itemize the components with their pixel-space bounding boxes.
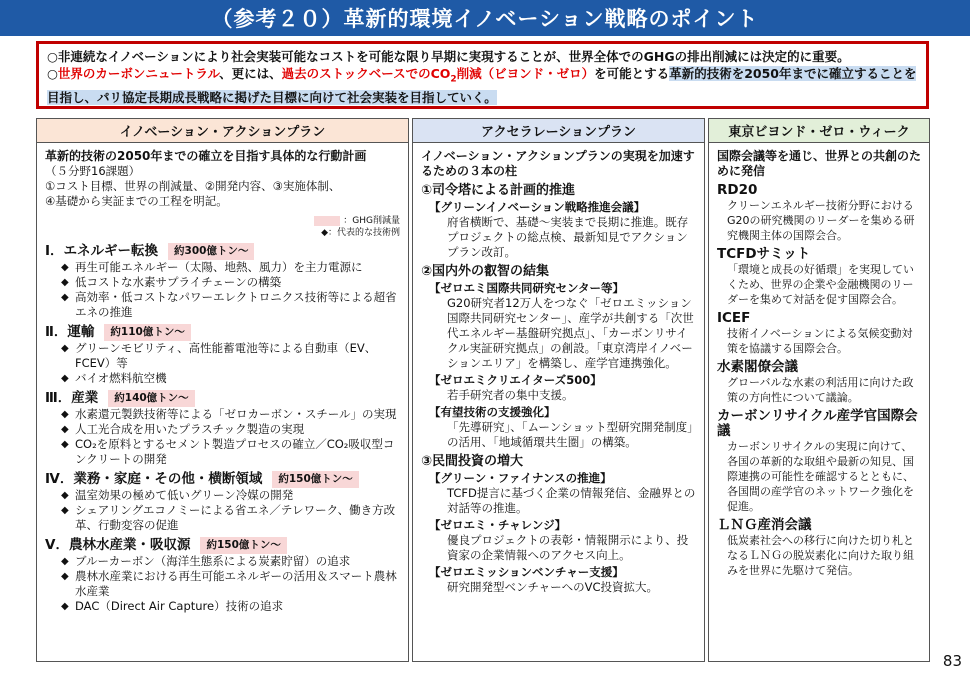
column-header: アクセラレーションプラン [413, 119, 704, 143]
diamond-icon: ◆ [61, 505, 69, 516]
column-lead-desc: ④基礎から実証までの工程を明記。 [45, 194, 228, 208]
tech-list [45, 407, 400, 467]
summary-line-2 [47, 65, 918, 106]
ghg-reduction-badge: 約300億トン～ [168, 243, 254, 260]
tech-item-text: 温室効果の極めて低いグリーン冷媒の開発 [75, 488, 294, 502]
initiative-title: 【グリーンイノベーション戦略推進会議】 [429, 200, 646, 214]
tokyo-beyond-zero-week-column [708, 118, 930, 662]
tech-item-text: 低コストな水素サプライチェーンの構築 [75, 275, 282, 289]
ghg-reduction-badge: 約150億トン～ [272, 471, 358, 488]
initiative-text: 若手研究者の集中支援。 [447, 388, 574, 402]
tech-item-text: 水素還元製鉄技術等による「ゼロカーボン・スチール」の実現 [75, 407, 397, 421]
tech-list [45, 554, 400, 614]
diamond-icon: ◆ [61, 424, 69, 435]
diamond-icon: ◆ [61, 571, 69, 582]
tech-item [61, 341, 400, 371]
column-header: 東京ビヨンド・ゼロ・ウィーク [709, 119, 929, 143]
tech-item [61, 599, 400, 614]
initiative-title: 【ゼロエミ・チャレンジ】 [429, 518, 567, 532]
column-lead: イノベーション・アクションプランの実現を加速するための３本の柱 [421, 149, 695, 178]
initiative-text: 研究開発型ベンチャーへのVC投資拡大。 [447, 580, 659, 594]
ghg-reduction-badge: 約140億トン～ [108, 390, 194, 407]
tech-item [61, 422, 400, 437]
column-lead-sub: （５分野16課題） [45, 164, 141, 178]
ghg-reduction-badge: 約110億トン～ [104, 324, 190, 341]
column-lead-desc: ①コスト目標、世界の削減量、②開発内容、③実施体制、 [45, 179, 341, 193]
tech-item [61, 371, 400, 386]
initiative-title: 【ゼロエミッションベンチャー支援】 [429, 565, 624, 579]
tech-item-text: シェアリングエコノミーによる省エネ／テレワーク、働き方改革、行動変容の促進 [75, 503, 396, 532]
initiative-title: 【グリーン・ファイナンスの推進】 [429, 471, 612, 485]
initiative-title: 【ゼロエミクリエイターズ500】 [429, 373, 602, 387]
page-title: （参考２０）革新的環境イノベーション戦略のポイント [0, 0, 970, 36]
summary-red-text: 世界のカーボンニュートラル [57, 66, 220, 81]
initiative-text: 府省横断で、基礎～実装まで長期に推進。既存プロジェクトの総点検、最新知見でアクションプラン改訂。 [447, 215, 689, 259]
section-title [45, 471, 400, 488]
tech-item-text: ブルーカーボン（海洋生態系による炭素貯留）の追求 [75, 554, 351, 568]
diamond-icon: ◆ [61, 490, 69, 501]
section-title [45, 537, 400, 554]
initiative-title: 【ゼロエミ国際共同研究センター等】 [429, 281, 625, 295]
pillar-title: ③民間投資の増大 [421, 454, 524, 469]
event-text: カーボンリサイクルの実現に向けて、各国の革新的な取組や最新の知見、国際連携の可能性を確認するとともに、各国間の産学官のネットワーク強化を促進。 [727, 440, 914, 513]
summary-highlight-text: 革新的技術を2050年までに確立することを目指し、パリ協定長期成長戦略に掲げた目標に向けて社会実装を目指していく。 [47, 66, 917, 105]
tech-list [45, 260, 400, 320]
diamond-icon: ◆ [61, 439, 69, 450]
tech-item-text: 高効率・低コストなパワーエレクトロニクス技術等による超省エネの推進 [75, 290, 397, 319]
tech-item-text: グリーンモビリティ、高性能蓄電池等による自動車（EV、FCEV）等 [75, 341, 377, 370]
tech-item [61, 569, 400, 599]
event-text: 低炭素社会への移行に向けた切り札となるＬＮＧの脱炭素化に向けた取り組みを世界に先駆けて発信。 [727, 534, 914, 577]
diamond-icon: ◆ [61, 409, 69, 420]
diamond-icon: ◆ [61, 262, 69, 273]
tech-item [61, 275, 400, 290]
diamond-icon: ◆ [61, 292, 69, 303]
event-title: 水素閣僚会議 [717, 359, 798, 375]
summary-line-1-text: 非連続なイノベーションにより社会実装可能なコストを可能な限り早期に実現することが、世界全体でのGHGの排出削減には決定的に重要。 [57, 49, 850, 64]
summary-red-text: 削減（ビヨンド・ゼロ） [456, 66, 595, 81]
summary-text: 、更には、 [219, 66, 282, 81]
diamond-icon: ◆ [61, 556, 69, 567]
event-title: カーボンリサイクル産学官国際会議 [717, 408, 918, 439]
tech-item [61, 503, 400, 533]
section-title-text: Ⅱ．運輸 [45, 324, 95, 340]
innovation-action-plan-column [36, 118, 409, 662]
initiative-text: G20研究者12万人をつなぐ「ゼロエミッション国際共同研究センター」、産学が共創する「次世代エネルギー基盤研究拠点」、「カーボンリサイクル実証研究拠点」の創設。「東京湾岸イノベーションエリア」を構築し、産学官連携強化。 [447, 296, 694, 370]
tech-item [61, 554, 400, 569]
legend [45, 215, 400, 239]
tech-item [61, 260, 400, 275]
section-title [45, 324, 400, 341]
column-lead: 国際会議等を通じ、世界との共創のために発信 [717, 149, 922, 178]
tech-item-text: 農林水産業における再生可能エネルギーの活用＆スマート農林水産業 [75, 569, 397, 598]
event-title: ICEF [717, 310, 751, 326]
summary-red-text: 過去のストックベースでのCO [281, 66, 451, 81]
pillar-title: ①司令塔による計画的推進 [421, 183, 576, 198]
tech-item-text: バイオ燃料航空機 [75, 371, 167, 385]
initiative-text: 「先導研究」、「ムーンショット型研究開発制度」の活用、「地域循環共生圏」の構築。 [447, 420, 693, 449]
ghg-swatch [314, 216, 340, 226]
event-text: クリーンエネルギー技術分野におけるG20の研究機関のリーダーを集める研究機関主体の国際会合。 [727, 199, 915, 242]
event-text: グローバルな水素の利活用に向けた政策の方向性について議論。 [727, 376, 914, 404]
section-title-text: Ⅳ．業務・家庭・その他・横断領域 [45, 471, 263, 487]
tech-item [61, 488, 400, 503]
tech-item-text: CO₂を原料とするセメント製造プロセスの確立／CO₂吸収型コンクリートの開発 [75, 437, 395, 466]
section-title-text: Ⅲ．産業 [45, 390, 99, 406]
legend-tech-label: ◆：代表的な技術例 [321, 228, 400, 238]
event-text: 技術イノベーションによる気候変動対策を協議する国際会合。 [727, 327, 913, 355]
diamond-icon: ◆ [61, 343, 69, 354]
diamond-icon: ◆ [61, 373, 69, 384]
bullet-circle: ○ [47, 49, 58, 64]
summary-text: を可能とする [594, 66, 670, 81]
section-title-text: Ⅴ．農林水産業・吸収源 [45, 537, 191, 553]
initiative-text: TCFD提言に基づく企業の情報発信、金融界との対話等の推進。 [447, 486, 696, 515]
initiative-title: 【有望技術の支援強化】 [429, 405, 556, 419]
summary-line-1 [47, 48, 918, 65]
event-title: ＬＮＧ産消会議 [717, 517, 812, 533]
column-header: イノベーション・アクションプラン [37, 119, 408, 143]
acceleration-plan-column [412, 118, 705, 662]
tech-item-text: DAC（Direct Air Capture）技術の追求 [75, 599, 284, 613]
pillar-title: ②国内外の叡智の結集 [421, 264, 550, 279]
tech-item-text: 人工光合成を用いたプラスチック製造の実現 [75, 422, 305, 436]
event-title: TCFDサミット [717, 246, 811, 262]
event-text: 「環境と成長の好循環」を実現していくため、世界の企業や金融機関のリーダーを集めて対話を促す国際会合。 [727, 263, 914, 306]
tech-item [61, 290, 400, 320]
tech-list [45, 488, 400, 533]
summary-red-sub: 2 [450, 74, 457, 85]
ghg-reduction-badge: 約150億トン～ [200, 537, 286, 554]
tech-item [61, 407, 400, 422]
tech-list [45, 341, 400, 386]
page-number: 83 [942, 652, 962, 670]
bullet-circle: ○ [47, 66, 58, 81]
tech-item-text: 再生可能エネルギー（太陽、地熱、風力）を主力電源に [75, 260, 363, 274]
section-title [45, 243, 400, 260]
section-title-text: Ⅰ．エネルギー転換 [45, 243, 159, 259]
initiative-text: 優良プロジェクトの表彰・情報開示により、投資家の企業情報へのアクセス向上。 [447, 533, 689, 562]
diamond-icon: ◆ [61, 277, 69, 288]
diamond-icon: ◆ [61, 601, 69, 612]
summary-box [36, 41, 929, 109]
event-title: RD20 [717, 182, 758, 198]
section-title [45, 390, 400, 407]
legend-ghg-label: ：GHG削減量 [343, 216, 400, 226]
column-lead: 革新的技術の2050年までの確立を目指す具体的な行動計画 [45, 149, 367, 163]
tech-item [61, 437, 400, 467]
